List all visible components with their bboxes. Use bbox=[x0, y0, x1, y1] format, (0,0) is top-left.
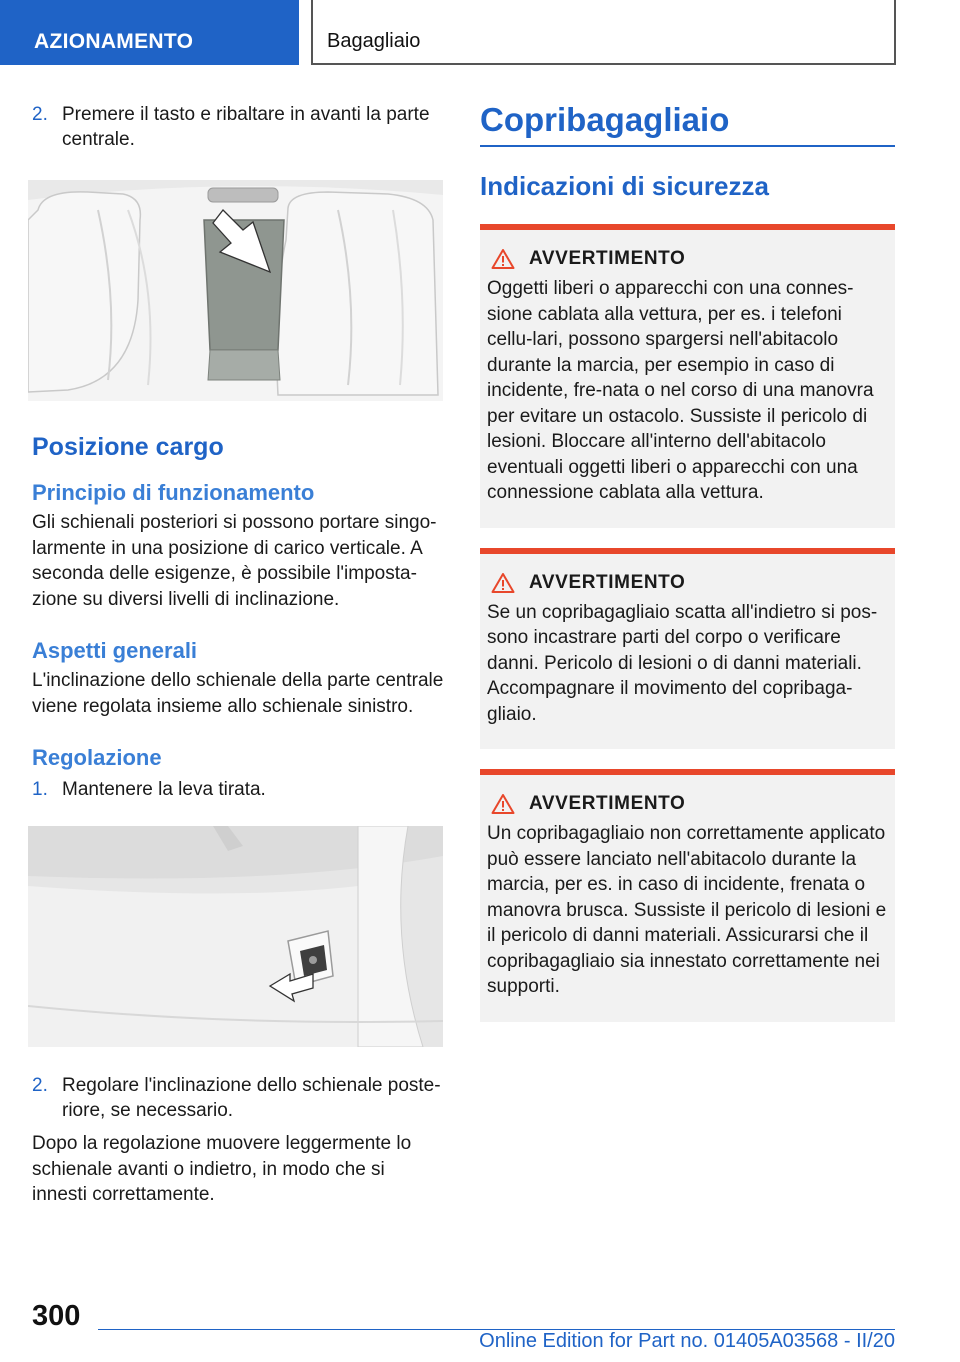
heading-regolazione: Regolazione bbox=[32, 745, 162, 770]
step-item bbox=[32, 102, 444, 152]
edition-note: Online Edition for Part no. 01405A03568 - II/20 bbox=[479, 1330, 895, 1352]
warning-text: Oggetti liberi o apparecchi con una connes-sione cablata alla vettura, per es. i telefoni cellu-lari, possono spargersi nell'abitacolo durante la marcia, per esempio in caso di incidente, fre-nata o nel corso di una manovra per evitare un ostacolo. Sussiste il pericolo di lesioni. Bloccare all'interno dell'abitacolo eventuali oggetti liberi o apparecchi con una connessione cablata alla vettura. bbox=[487, 278, 874, 503]
warning-text: Un copribagagliaio non correttamente applicato può essere lanciato nell'abitacolo durante la marcia, per es. in caso di incidente, frenata o manovra brusca. Sussiste il pericolo di lesioni e il pericolo di danni materiali. Assicurarsi che il copribagagliaio sia innestato correttamente nei supporti. bbox=[487, 823, 887, 997]
warning-box bbox=[480, 224, 895, 528]
warning-triangle-icon bbox=[491, 793, 515, 815]
heading-principio: Principio di funzionamento bbox=[32, 480, 315, 505]
heading-sicurezza: Indicazioni di sicurezza bbox=[480, 171, 769, 201]
warning-label: AVVERTIMENTO bbox=[529, 571, 686, 593]
warning-box bbox=[480, 548, 895, 750]
rear-seat-illustration bbox=[28, 180, 443, 401]
step-text: Regolare l'inclinazione dello schienale poste-riore, se necessario. bbox=[62, 1075, 441, 1121]
page-number: 300 bbox=[32, 1300, 81, 1332]
step-item bbox=[32, 777, 444, 802]
warning-triangle-icon bbox=[491, 248, 515, 270]
step-text: Premere il tasto e ribaltare in avanti la parte centrale. bbox=[62, 104, 430, 150]
section-tab: AZIONAMENTO bbox=[0, 0, 299, 65]
left-column bbox=[32, 102, 444, 1208]
warning-triangle-icon bbox=[491, 572, 515, 594]
warning-box bbox=[480, 769, 895, 1022]
step-number: 1. bbox=[32, 779, 48, 800]
heading-copribagagliaio: Copribagagliaio bbox=[480, 101, 895, 147]
step-item bbox=[32, 1073, 444, 1123]
heading-aspetti: Aspetti generali bbox=[32, 638, 198, 663]
heading-posizione-cargo: Posizione cargo bbox=[32, 433, 224, 461]
warning-header bbox=[491, 572, 887, 594]
warning-header bbox=[491, 793, 887, 815]
warning-label: AVVERTIMENTO bbox=[529, 793, 686, 814]
step-number: 2. bbox=[32, 1075, 48, 1096]
right-column bbox=[480, 102, 895, 1022]
warning-label: AVVERTIMENTO bbox=[529, 248, 686, 269]
warning-text: Se un copribagagliaio scatta all'indietro si pos-sono incastrare parti del corpo o verificare danni. Pericolo di lesioni o di danni materiali. Accompagnare il movimento del copribaga-gliaio. bbox=[487, 601, 878, 725]
paragraph-principio: Gli schienali posteriori si possono portare singo-larmente in una posizione di carico verticale. A seconda delle esigenze, è possibile l'imposta-zione su diversi livelli di inclinazione. bbox=[32, 512, 437, 610]
warning-header bbox=[491, 248, 887, 270]
page-title: Bagagliaio bbox=[311, 0, 896, 65]
paragraph-aspetti: L'inclinazione dello schienale della parte centrale viene regolata insieme allo schienale sinistro. bbox=[32, 670, 444, 717]
paragraph-dopo: Dopo la regolazione muovere leggermente lo schienale avanti o indietro, in modo che si innesti correttamente. bbox=[32, 1133, 412, 1205]
lever-illustration bbox=[28, 826, 443, 1047]
step-text: Mantenere la leva tirata. bbox=[62, 779, 266, 800]
step-number: 2. bbox=[32, 104, 48, 125]
